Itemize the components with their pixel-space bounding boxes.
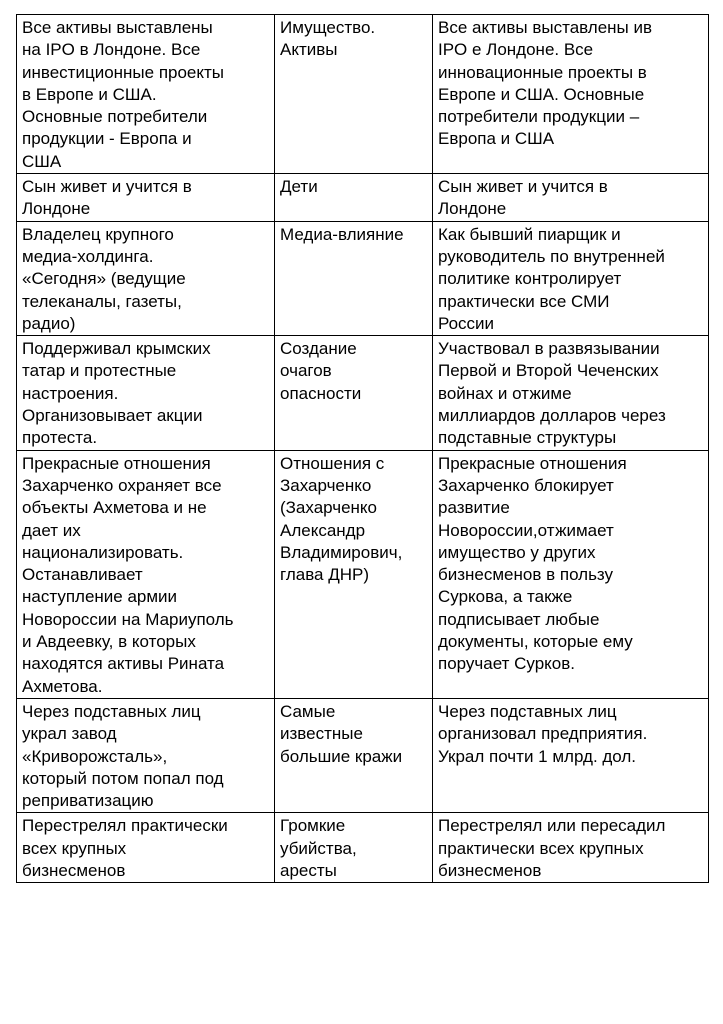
table-row bbox=[17, 450, 709, 698]
table-row bbox=[17, 174, 709, 222]
category-cell: Громкие убийства, аресты bbox=[275, 813, 433, 883]
left-cell: Поддерживал крымских татар и протестные настроения. Организовывает акции протеста. bbox=[17, 336, 275, 450]
document-page bbox=[16, 14, 708, 883]
right-cell: Как бывший пиарщик и руководитель по внутренней политике контролирует практически все СМИ России bbox=[433, 221, 709, 335]
table-row bbox=[17, 336, 709, 450]
category-cell: Имущество. Активы bbox=[275, 15, 433, 174]
right-cell: Перестрелял или пересадил практически всех крупных бизнесменов bbox=[433, 813, 709, 883]
table-row bbox=[17, 15, 709, 174]
table-row bbox=[17, 698, 709, 812]
right-cell: Через подставных лиц организовал предприятия. Украл почти 1 млрд. дол. bbox=[433, 698, 709, 812]
left-cell: Перестрелял практически всех крупных бизнесменов bbox=[17, 813, 275, 883]
table-row bbox=[17, 813, 709, 883]
table-row bbox=[17, 221, 709, 335]
category-cell: Отношения с Захарченко (Захарченко Александр Владимирович, глава ДНР) bbox=[275, 450, 433, 698]
category-cell: Создание очагов опасности bbox=[275, 336, 433, 450]
right-cell: Сын живет и учится в Лондоне bbox=[433, 174, 709, 222]
category-cell: Медиа-влияние bbox=[275, 221, 433, 335]
right-cell: Прекрасные отношения Захарченко блокирует развитие Новороссии,отжимает имущество у других бизнесменов в пользу Суркова, а также подписывает любые документы, которые ему поручает Сурков. bbox=[433, 450, 709, 698]
left-cell: Прекрасные отношения Захарченко охраняет все объекты Ахметова и не дает их национализировать. Останавливает наступление армии Новороссии на Мариуполь и Авдеевку, в которых находятся активы Рината Ахметова. bbox=[17, 450, 275, 698]
right-cell: Участвовал в развязывании Первой и Второй Чеченских войнах и отжиме миллиардов долларов через подставные структуры bbox=[433, 336, 709, 450]
comparison-table bbox=[16, 14, 709, 883]
category-cell: Дети bbox=[275, 174, 433, 222]
left-cell: Владелец крупного медиа-холдинга. «Сегодня» (ведущие телеканалы, газеты, радио) bbox=[17, 221, 275, 335]
category-cell: Самые известные большие кражи bbox=[275, 698, 433, 812]
right-cell: Все активы выставлены ив IPO е Лондоне. Все инновационные проекты в Европе и США. Основные потребители продукции – Европа и США bbox=[433, 15, 709, 174]
left-cell: Все активы выставлены на IPO в Лондоне. Все инвестиционные проекты в Европе и США. Основные потребители продукции - Европа и США bbox=[17, 15, 275, 174]
left-cell: Сын живет и учится в Лондоне bbox=[17, 174, 275, 222]
left-cell: Через подставных лиц украл завод «Криворожсталь», который потом попал под реприватизацию bbox=[17, 698, 275, 812]
